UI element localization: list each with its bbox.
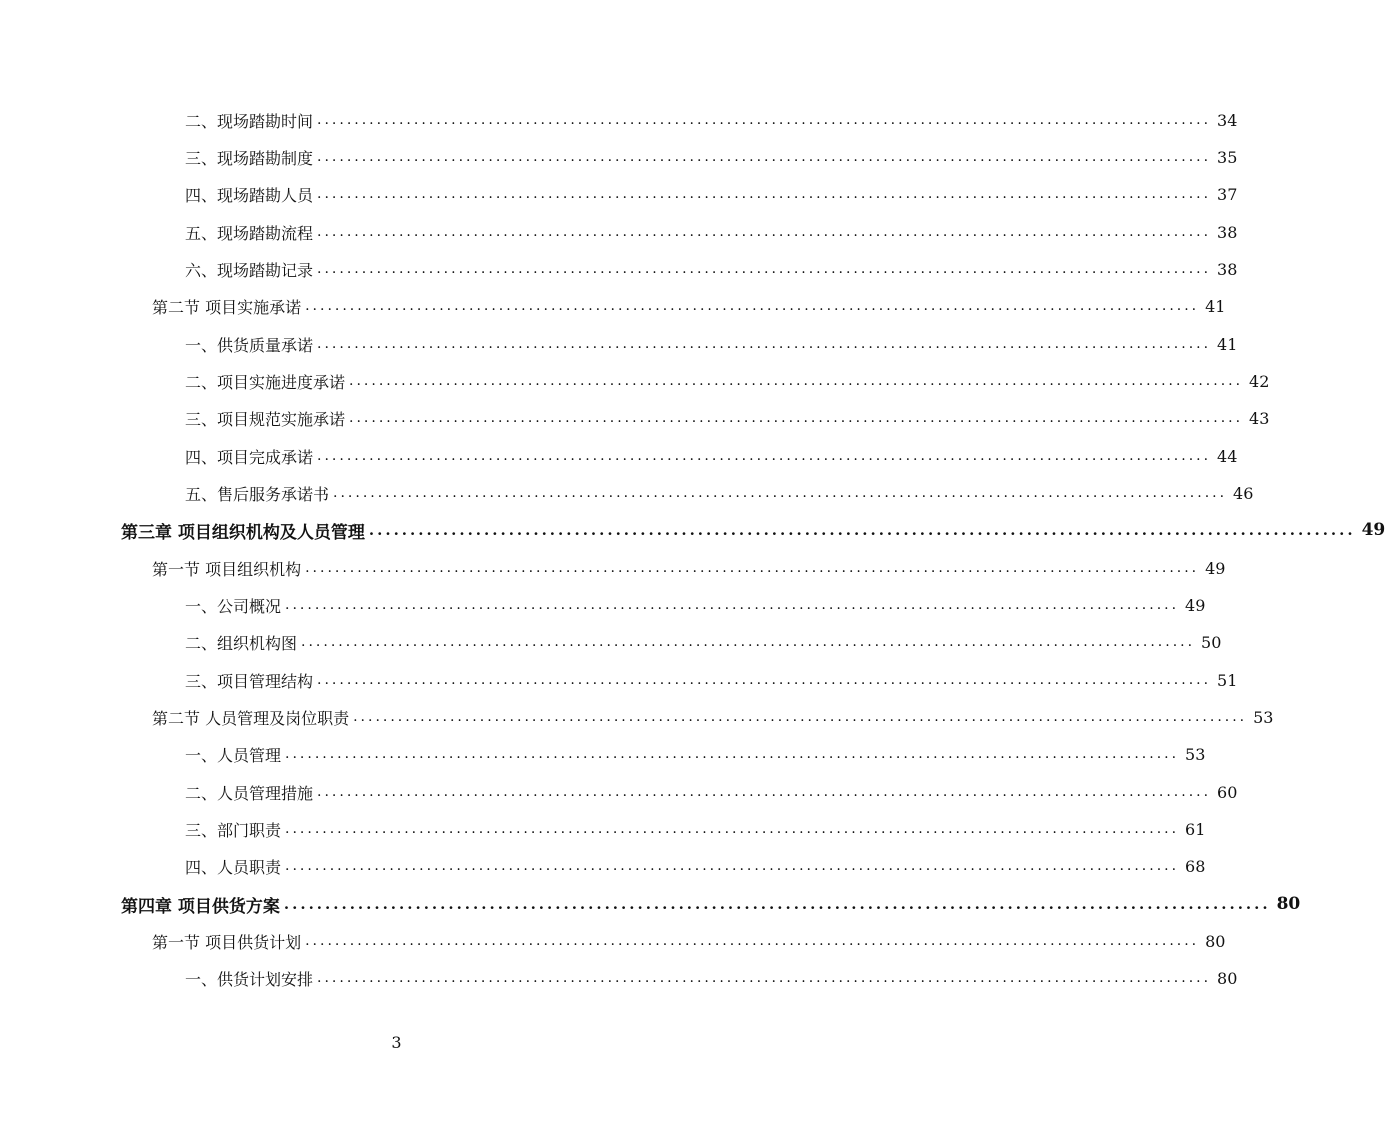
toc-entry[interactable] (185, 400, 1270, 436)
toc-entry-title: 三、部门职责 (185, 820, 282, 840)
dot-leader: ........................................................................................................................ (285, 821, 1180, 837)
toc-entry-title: 第二节 人员管理及岗位职责 (152, 708, 350, 728)
toc-entry-title: 第三章 项目组织机构及人员管理 (121, 522, 365, 543)
dot-leader: ........................................................................................................................ (317, 112, 1212, 128)
toc-entry-page: 38 (1217, 222, 1238, 242)
toc-entry-page: 53 (1253, 707, 1274, 727)
toc-entry[interactable] (185, 848, 1206, 884)
toc-entry[interactable] (185, 102, 1238, 138)
toc-entry[interactable] (185, 139, 1238, 175)
toc-entry-page: 35 (1217, 147, 1238, 167)
toc-entry[interactable] (121, 512, 1385, 548)
toc-entry[interactable] (152, 923, 1226, 959)
toc-entry-page: 41 (1205, 296, 1226, 316)
dot-leader: ........................................................................................................................ (317, 784, 1212, 800)
toc-entry-title: 一、公司概况 (185, 596, 282, 616)
toc-entry-page: 68 (1185, 856, 1206, 876)
dot-leader: ........................................................................................................................ (305, 298, 1200, 314)
dot-leader: ........................................................................................................................ (283, 894, 1271, 913)
toc-entry-page: 60 (1217, 782, 1238, 802)
toc-entry[interactable] (185, 176, 1238, 212)
toc-entry-page: 80 (1217, 968, 1238, 988)
toc-entry-page: 37 (1217, 184, 1238, 204)
toc-entry-title: 四、人员职责 (185, 857, 282, 877)
dot-leader: ........................................................................................................................ (317, 224, 1212, 240)
dot-leader: ........................................................................................................................ (317, 448, 1212, 464)
toc-entry-title: 第四章 项目供货方案 (121, 896, 280, 917)
toc-entry-page: 80 (1205, 931, 1226, 951)
toc-entry-page: 41 (1217, 334, 1238, 354)
toc-entry[interactable] (185, 587, 1206, 623)
toc-entry[interactable] (185, 326, 1238, 362)
toc-entry-page: 61 (1185, 819, 1206, 839)
toc-entry-title: 四、项目完成承诺 (185, 447, 314, 467)
toc-entry[interactable] (185, 624, 1222, 660)
toc-entry-page: 43 (1249, 408, 1270, 428)
toc-entry-page: 44 (1217, 446, 1238, 466)
dot-leader: ........................................................................................................................ (317, 672, 1212, 688)
toc-entry[interactable] (185, 214, 1238, 250)
toc-entry-page: 42 (1249, 371, 1270, 391)
toc-entry-page: 51 (1217, 670, 1238, 690)
toc-entry[interactable] (185, 363, 1270, 399)
dot-leader: ........................................................................................................................ (305, 933, 1200, 949)
toc-entry-title: 二、现场踏勘时间 (185, 111, 314, 131)
dot-leader: ........................................................................................................................ (317, 149, 1212, 165)
toc-entry-title: 第一节 项目供货计划 (152, 932, 302, 952)
dot-leader: ........................................................................................................................ (353, 709, 1248, 725)
toc-entry[interactable] (185, 774, 1238, 810)
dot-leader: ........................................................................................................................ (301, 634, 1196, 650)
dot-leader: ........................................................................................................................ (317, 970, 1212, 986)
toc-entry-page: 50 (1201, 632, 1222, 652)
toc-entry-title: 一、供货质量承诺 (185, 335, 314, 355)
toc-entry-page: 49 (1205, 558, 1226, 578)
toc-entry-title: 二、组织机构图 (185, 633, 298, 653)
dot-leader: ........................................................................................................................ (333, 485, 1228, 501)
toc-entry-page: 80 (1276, 894, 1301, 914)
toc-entry-page: 49 (1361, 520, 1385, 540)
toc-entry[interactable] (152, 288, 1226, 324)
toc-entry-title: 第二节 项目实施承诺 (152, 297, 302, 317)
toc-entry[interactable] (152, 550, 1226, 586)
toc-entry-title: 三、项目规范实施承诺 (185, 409, 346, 429)
toc-entry-title: 四、现场踏勘人员 (185, 185, 314, 205)
toc-entry-title: 三、现场踏勘制度 (185, 148, 314, 168)
toc-entry-title: 一、供货计划安排 (185, 969, 314, 989)
dot-leader: ........................................................................................................................ (349, 373, 1244, 389)
toc-entry-title: 五、售后服务承诺书 (185, 484, 330, 504)
dot-leader: ........................................................................................................................ (317, 261, 1212, 277)
toc-entry[interactable] (185, 960, 1238, 996)
toc-entry[interactable] (185, 662, 1238, 698)
toc-entry-page: 34 (1217, 110, 1238, 130)
toc-entry-title: 二、项目实施进度承诺 (185, 372, 346, 392)
dot-leader: ........................................................................................................................ (285, 597, 1180, 613)
dot-leader: ........................................................................................................................ (317, 186, 1212, 202)
toc-entry[interactable] (185, 811, 1206, 847)
toc-entry-page: 49 (1185, 595, 1206, 615)
toc-entry[interactable] (185, 438, 1238, 474)
toc-entry-title: 六、现场踏勘记录 (185, 260, 314, 280)
toc-entry-page: 46 (1233, 483, 1254, 503)
toc-entry-title: 第一节 项目组织机构 (152, 559, 302, 579)
toc-entry-title: 二、人员管理措施 (185, 783, 314, 803)
dot-leader: ........................................................................................................................ (285, 858, 1180, 874)
dot-leader: ........................................................................................................................ (285, 746, 1180, 762)
toc-entry-title: 三、项目管理结构 (185, 671, 314, 691)
toc-entry-title: 一、人员管理 (185, 745, 282, 765)
dot-leader: ........................................................................................................................ (349, 410, 1244, 426)
page-number: 3 (391, 1033, 402, 1052)
toc-entry[interactable] (152, 699, 1274, 735)
dot-leader: ........................................................................................................................ (368, 520, 1356, 539)
dot-leader: ........................................................................................................................ (305, 560, 1200, 576)
dot-leader: ........................................................................................................................ (317, 336, 1212, 352)
toc-entry[interactable] (185, 736, 1206, 772)
toc-entry-page: 38 (1217, 259, 1238, 279)
toc-entry[interactable] (185, 475, 1254, 511)
toc-entry[interactable] (185, 251, 1238, 287)
toc-entry[interactable] (121, 886, 1301, 922)
toc-entry-title: 五、现场踏勘流程 (185, 223, 314, 243)
toc-entry-page: 53 (1185, 744, 1206, 764)
